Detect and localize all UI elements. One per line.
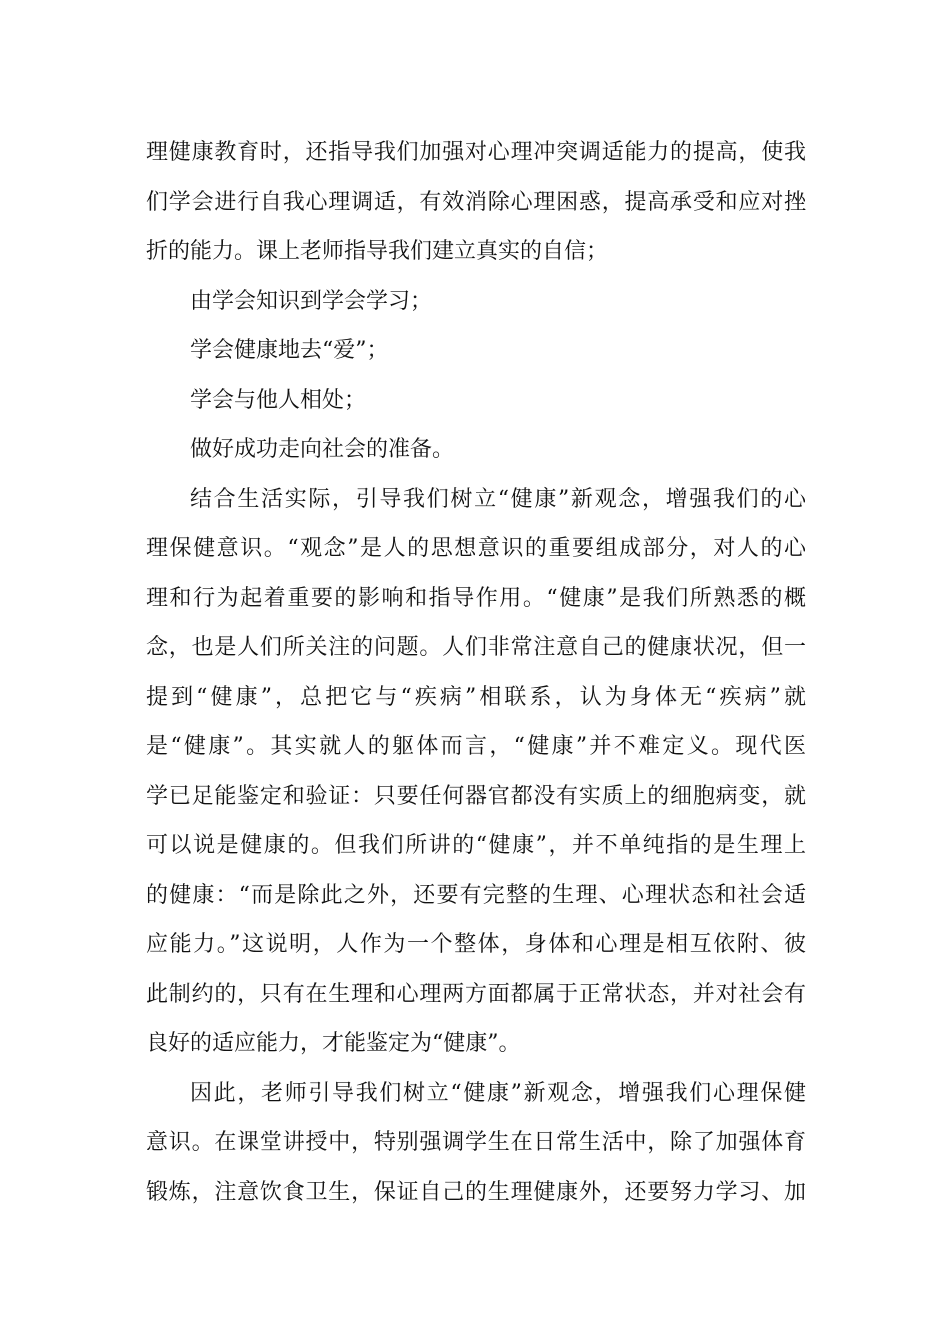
list-item-prepare-society: 做好成功走向社会的准备。 bbox=[190, 437, 455, 462]
paragraph-health-concept-line-10: 应能力。”这说明，人作为一个整体，身体和心理是相互依附、彼 bbox=[146, 932, 806, 957]
paragraph-health-concept-line-1: 结合生活实际，引导我们树立“健康”新观念，增强我们的心 bbox=[190, 486, 806, 512]
text-line-1: 理健康教育时，还指导我们加强对心理冲突调适能力的提高，使我 bbox=[146, 140, 806, 165]
list-item-get-along: 学会与他人相处； bbox=[190, 387, 367, 413]
list-item-learn-to-love: 学会健康地去“爱”； bbox=[190, 338, 389, 363]
document-body bbox=[146, 128, 806, 1217]
text-line-2: 们学会进行自我心理调适，有效消除心理困惑，提高承受和应对挫 bbox=[146, 189, 806, 215]
paragraph-health-concept-line-4: 念，也是人们所关注的问题。人们非常注意自己的健康状况，但一 bbox=[146, 635, 806, 660]
paragraph-health-concept-line-2: 理保健意识。“观念”是人的思想意识的重要组成部分，对人的心 bbox=[146, 536, 806, 561]
paragraph-health-concept-line-6: 是“健康”。其实就人的躯体而言，“健康”并不难定义。现代医 bbox=[146, 734, 806, 759]
paragraph-health-concept-line-12: 良好的适应能力，才能鉴定为“健康”。 bbox=[146, 1031, 521, 1056]
paragraph-therefore-line-3: 锻炼，注意饮食卫生，保证自己的生理健康外，还要努力学习、加 bbox=[146, 1179, 806, 1205]
text-line-3: 折的能力。课上老师指导我们建立真实的自信； bbox=[146, 239, 609, 264]
paragraph-therefore-line-2: 意识。在课堂讲授中，特别强调学生在日常生活中，除了加强体育 bbox=[146, 1130, 806, 1155]
paragraph-health-concept-line-5: 提到“健康”，总把它与“疾病”相联系，认为身体无“疾病”就 bbox=[146, 684, 806, 710]
paragraph-health-concept-line-3: 理和行为起着重要的影响和指导作用。“健康”是我们所熟悉的概 bbox=[146, 585, 806, 611]
paragraph-health-concept-line-7: 学已足能鉴定和验证：只要任何器官都没有实质上的细胞病变，就 bbox=[146, 783, 806, 809]
paragraph-health-concept-line-8: 可以说是健康的。但我们所讲的“健康”，并不单纯指的是生理上 bbox=[146, 833, 806, 858]
paragraph-health-concept-line-11: 此制约的，只有在生理和心理两方面都属于正常状态，并对社会有 bbox=[146, 981, 806, 1007]
paragraph-health-concept-line-9: 的健康：“而是除此之外，还要有完整的生理、心理状态和社会适 bbox=[146, 882, 806, 908]
list-item-learn-to-learn: 由学会知识到学会学习； bbox=[190, 288, 433, 314]
paragraph-therefore-line-1: 因此，老师引导我们树立“健康”新观念，增强我们心理保健 bbox=[190, 1080, 806, 1106]
